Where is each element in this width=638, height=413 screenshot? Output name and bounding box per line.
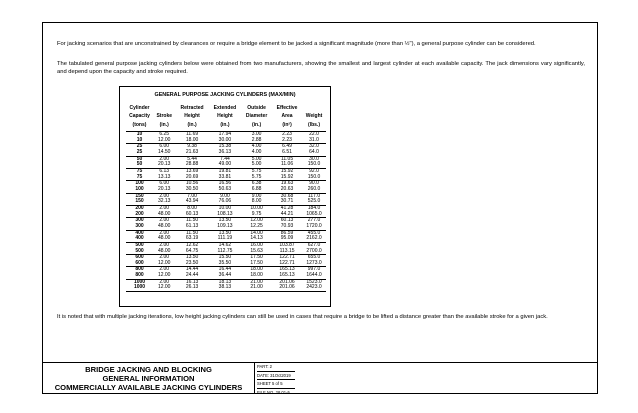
table-cell: 21.00 (250, 278, 263, 285)
table-cell: 16.44 (218, 266, 232, 273)
table-cell: 70.93 (272, 224, 302, 230)
table-cell: 1523.0 (306, 278, 322, 285)
document-frame (42, 22, 598, 394)
table-cell: 60.13 (280, 217, 294, 224)
table-cell: 122.71 (279, 254, 295, 261)
capacity-cell: 50 (126, 162, 153, 168)
table-cell: 9.38 (187, 143, 197, 150)
sheet-label: SHEET 5 of 5 (257, 380, 295, 389)
table-cell: 76.06 (209, 199, 241, 205)
file-number-label: FILE NO. 28.01-5 (257, 390, 290, 396)
capacity-cell: 300 (126, 224, 153, 230)
capacity-cell: 400 (135, 229, 144, 236)
table-body (126, 132, 326, 292)
capacity-cell: 200 (126, 212, 153, 218)
table-cell: 2.00 (159, 278, 170, 285)
table-cell: 36.13 (209, 150, 241, 156)
table-cell: 21.63 (175, 150, 208, 156)
table-cell: 18.13 (218, 278, 232, 285)
table-cell: 2.00 (159, 266, 170, 273)
capacity-cell: 75 (136, 167, 143, 174)
table-cell: 32.0 (309, 143, 319, 150)
capacity-cell: 150 (126, 199, 153, 205)
table-cell: 31.0 (302, 138, 326, 144)
table-cell: 13.50 (218, 217, 232, 224)
table-cell: 2.00 (159, 217, 170, 224)
table-cell: 43.94 (175, 199, 208, 205)
table-header-cell: Cylinder (129, 105, 150, 112)
table-cell: 11.05 (280, 155, 294, 162)
jacking-cylinder-table-box (119, 86, 331, 307)
table-cell: 6.13 (159, 167, 170, 174)
table-header-cell: Weight (305, 113, 323, 120)
table-cell: 5.75 (251, 167, 262, 174)
table-cell: 2.00 (159, 254, 170, 261)
capacity-cell: 800 (135, 266, 144, 273)
table-cell: 150.0 (302, 162, 326, 168)
table-cell: 30.0 (309, 155, 319, 162)
capacity-cell: 800 (126, 273, 153, 279)
table-cell: 2.23 (282, 131, 292, 138)
table-cell: 6.49 (282, 143, 292, 150)
table-cell: 30.68 (280, 192, 294, 199)
table-cell: 26.13 (175, 285, 208, 291)
table-cell: 150.0 (302, 175, 326, 181)
table-cell: 2.00 (159, 241, 170, 248)
capacity-cell: 300 (135, 217, 144, 224)
table-cell: 6.38 (251, 180, 262, 187)
table-cell: 9.00 (220, 192, 230, 199)
table-cell: 17.50 (250, 254, 263, 261)
date-label: DATE: 31Oct2019 (257, 372, 295, 381)
table-cell: 11.50 (185, 217, 199, 224)
capacity-cell: 600 (135, 254, 144, 261)
table-cell: 90.0 (309, 180, 319, 187)
table-cell: 15.50 (218, 254, 232, 261)
table-cell: 8.00 (187, 204, 197, 211)
table-cell: 15.63 (241, 248, 272, 254)
capacity-cell: 200 (135, 204, 144, 211)
table-cell: 12.00 (153, 273, 175, 279)
table-cell: 9.00 (251, 192, 262, 199)
table-header-cell: (lbs.) (302, 121, 326, 132)
table-cell: 18.00 (175, 138, 208, 144)
table-cell: 64.0 (302, 150, 326, 156)
table-cell: 277.0 (307, 217, 321, 224)
tabulated-paragraph: The tabulated general purpose jacking cylinders below were obtained from two manufacturers, showing the smallest and largest cylinder at each available capacity. The jack dimensions vary significantly, and depend upon the capacity and stroke required. (57, 61, 585, 75)
table-header-row-1 (126, 105, 326, 113)
table-cell: 14.62 (218, 241, 232, 248)
table-cell: 32.13 (153, 199, 175, 205)
table-cell: 12.00 (250, 217, 263, 224)
table-row (126, 285, 326, 291)
table-cell: 5.00 (251, 155, 262, 162)
table-cell: 2.23 (272, 138, 302, 144)
table-cell: 14.50 (153, 150, 175, 156)
table-cell: 14.00 (250, 229, 263, 236)
table-cell: 95.09 (272, 236, 302, 242)
part-label: PART: 2 (257, 363, 295, 372)
table-cell: 48.00 (153, 212, 175, 218)
table-cell: 11.50 (185, 229, 199, 236)
table-cell: 6.51 (272, 150, 302, 156)
table-cell: 19.81 (218, 167, 232, 174)
capacity-cell: 10 (136, 131, 143, 138)
table-cell: 92.0 (309, 167, 319, 174)
table-cell: 48.00 (153, 224, 175, 230)
table-cell: 63.19 (175, 236, 208, 242)
table-cell: 12.00 (153, 261, 175, 267)
capacity-cell: 1000 (133, 278, 146, 285)
table-header-cell: Area (281, 113, 293, 120)
capacity-cell: 50 (136, 155, 143, 162)
title-block-info (255, 363, 295, 394)
table-cell: 12.00 (153, 285, 175, 291)
table-cell: 13.69 (185, 167, 199, 174)
title-line-3: COMMERCIALLY AVAILABLE JACKING CYLINDERS (54, 383, 243, 392)
table-header-cell: Outside (247, 105, 266, 112)
table-cell: 109.13 (209, 224, 241, 230)
table-cell: 50.63 (209, 187, 241, 193)
table-cell: 44.21 (272, 212, 302, 218)
table-header-cell: Height (184, 113, 200, 120)
table-cell: 2.00 (159, 229, 170, 236)
capacity-cell: 150 (135, 192, 144, 199)
table-cell: 41.28 (280, 204, 294, 211)
table-cell: 38.13 (209, 285, 241, 291)
table-cell: 3.00 (251, 131, 262, 138)
table-cell: 103.87 (279, 241, 295, 248)
table-cell: 455.0 (307, 229, 321, 236)
table-cell: 15.92 (272, 175, 302, 181)
table-cell: 997.0 (307, 266, 321, 273)
capacity-cell: 100 (126, 187, 153, 193)
table-cell: 20.69 (175, 175, 208, 181)
table-cell: 6.00 (159, 143, 170, 150)
table-cell: 111.19 (209, 236, 241, 242)
table-cell: 11.69 (185, 131, 199, 138)
table-cell: 12.00 (153, 138, 175, 144)
table-header-cell: (in²) (272, 121, 302, 132)
table-cell: 18.00 (241, 273, 272, 279)
table-cell: 1720.0 (302, 224, 326, 230)
table-cell: 49.00 (209, 162, 241, 168)
capacity-cell: 100 (135, 180, 144, 187)
table-cell: 627.0 (307, 241, 321, 248)
table-cell: 8.00 (241, 199, 272, 205)
capacity-cell: 500 (126, 248, 153, 254)
table-cell: 201.06 (279, 278, 295, 285)
intro-paragraph: For jacking scenarios that are unconstrained by clearances or require a bridge element to be jacked a significant magnitude (more than ½"), a general purpose cylinder can be considered. (57, 41, 536, 47)
table-cell: 13.50 (185, 254, 199, 261)
jacking-cylinder-table (126, 105, 326, 292)
table-header-cell: Effective (276, 105, 298, 112)
table-header-cell: Retracted (180, 105, 204, 112)
table-cell: 7.00 (187, 192, 197, 199)
table-cell: 36.44 (209, 273, 241, 279)
table-cell: 655.0 (307, 254, 321, 261)
table-cell: 17.94 (218, 131, 232, 138)
capacity-cell: 500 (135, 241, 144, 248)
capacity-cell: 25 (136, 143, 143, 150)
table-cell: 18.00 (250, 266, 263, 273)
table-cell: 108.13 (209, 212, 241, 218)
table-cell: 13.50 (218, 229, 232, 236)
table-cell: 60.13 (175, 212, 208, 218)
table-cell: 2.00 (159, 192, 170, 199)
title-block-heading (43, 363, 255, 394)
table-cell: 117.0 (307, 192, 321, 199)
table-cell: 165.13 (272, 273, 302, 279)
table-cell: 64.75 (175, 248, 208, 254)
title-block (43, 362, 597, 394)
table-cell: 1644.0 (302, 273, 326, 279)
table-cell: 4.00 (251, 143, 262, 150)
table-cell: 61.13 (175, 224, 208, 230)
table-header-cell (302, 105, 326, 113)
table-cell: 5.00 (241, 162, 272, 168)
table-header-cell: (in.) (153, 121, 175, 132)
table-cell: 1065.0 (302, 212, 326, 218)
table-cell: 33.81 (209, 175, 241, 181)
table-cell: 30.00 (209, 138, 241, 144)
table-cell: 260.0 (302, 187, 326, 193)
table-cell: 2700.0 (302, 248, 326, 254)
table-cell: 12.62 (185, 241, 199, 248)
table-cell: 165.13 (279, 266, 295, 273)
table-header-cell: Stroke (156, 113, 172, 120)
table-header-row-2 (126, 113, 326, 121)
table-title: GENERAL PURPOSE JACKING CYLINDERS (MAX/MIN) (154, 92, 296, 98)
table-cell: 16.13 (185, 278, 199, 285)
table-header-cell: Height (217, 113, 233, 120)
table-cell: 113.15 (272, 248, 302, 254)
table-cell: 20.63 (272, 187, 302, 193)
table-cell: 10.00 (250, 204, 263, 211)
table-cell: 15.38 (218, 143, 232, 150)
table-cell: 30.71 (272, 199, 302, 205)
table-cell: 16.56 (218, 180, 232, 187)
table-cell: 10.56 (185, 180, 199, 187)
table-cell: 16.00 (250, 241, 263, 248)
table-header-row-3 (126, 121, 326, 132)
table-cell: 11.06 (272, 162, 302, 168)
table-cell: 35.50 (209, 261, 241, 267)
table-header-cell: (in.) (209, 121, 241, 132)
table-header-cell: (in.) (241, 121, 272, 132)
capacity-cell: 600 (126, 261, 153, 267)
table-cell: 1273.0 (302, 261, 326, 267)
capacity-cell: 400 (126, 236, 153, 242)
table-cell: 20.13 (153, 162, 175, 168)
table-cell: 23.50 (175, 261, 208, 267)
table-cell: 10.00 (218, 204, 232, 211)
capacity-cell: 10 (126, 138, 153, 144)
table-cell: 28.88 (175, 162, 208, 168)
table-cell: 24.44 (175, 273, 208, 279)
table-header-cell: Diameter (245, 113, 268, 120)
table-cell: 20.13 (153, 187, 175, 193)
table-cell: 30.50 (175, 187, 208, 193)
table-cell: 9.75 (241, 212, 272, 218)
table-cell: 6.25 (159, 131, 170, 138)
table-header-cell: (tons) (126, 121, 153, 132)
table-cell: 201.06 (272, 285, 302, 291)
table-cell: 112.75 (209, 248, 241, 254)
table-header-cell: (in.) (175, 121, 208, 132)
table-cell: 21.00 (241, 285, 272, 291)
table-cell: 525.0 (302, 199, 326, 205)
table-cell: 5.75 (241, 175, 272, 181)
title-line-1: BRIDGE JACKING AND BLOCKING (85, 365, 212, 374)
table-cell: 22.0 (309, 131, 319, 138)
table-cell: 2.88 (241, 138, 272, 144)
table-cell: 2162.0 (302, 236, 326, 242)
note-paragraph: It is noted that with multiple jacking iterations, low height jacking cylinders can still be used in cases that require a bridge to be lifted a distance greater than the available stroke for a given jack. (57, 314, 548, 320)
table-cell: 86.59 (280, 229, 294, 236)
table-cell: 4.00 (241, 150, 272, 156)
table-cell: 13.13 (153, 175, 175, 181)
table-cell: 5.44 (187, 155, 197, 162)
table-header-cell (153, 105, 175, 113)
table-cell: 14.13 (241, 236, 272, 242)
table-cell: 19.63 (280, 180, 294, 187)
table-cell: 7.44 (220, 155, 230, 162)
title-line-2: GENERAL INFORMATION (102, 374, 195, 383)
table-cell: 12.25 (241, 224, 272, 230)
table-cell: 48.00 (153, 236, 175, 242)
table-cell: 48.00 (153, 248, 175, 254)
capacity-cell: 75 (126, 175, 153, 181)
table-cell: 17.50 (241, 261, 272, 267)
capacity-cell: 25 (126, 150, 153, 156)
table-cell: 2.00 (159, 204, 170, 211)
table-cell: 6.00 (159, 180, 170, 187)
table-header-cell: Extended (213, 105, 237, 112)
table-cell: 14.44 (185, 266, 199, 273)
table-cell: 6.88 (241, 187, 272, 193)
table-cell: 122.71 (272, 261, 302, 267)
table-cell: 2423.0 (302, 285, 326, 291)
capacity-cell: 1000 (126, 285, 153, 291)
table-cell: 15.92 (280, 167, 294, 174)
table-header-cell: Capacity (129, 113, 150, 120)
table-cell: 2.00 (159, 155, 170, 162)
table-cell: 184.0 (307, 204, 321, 211)
